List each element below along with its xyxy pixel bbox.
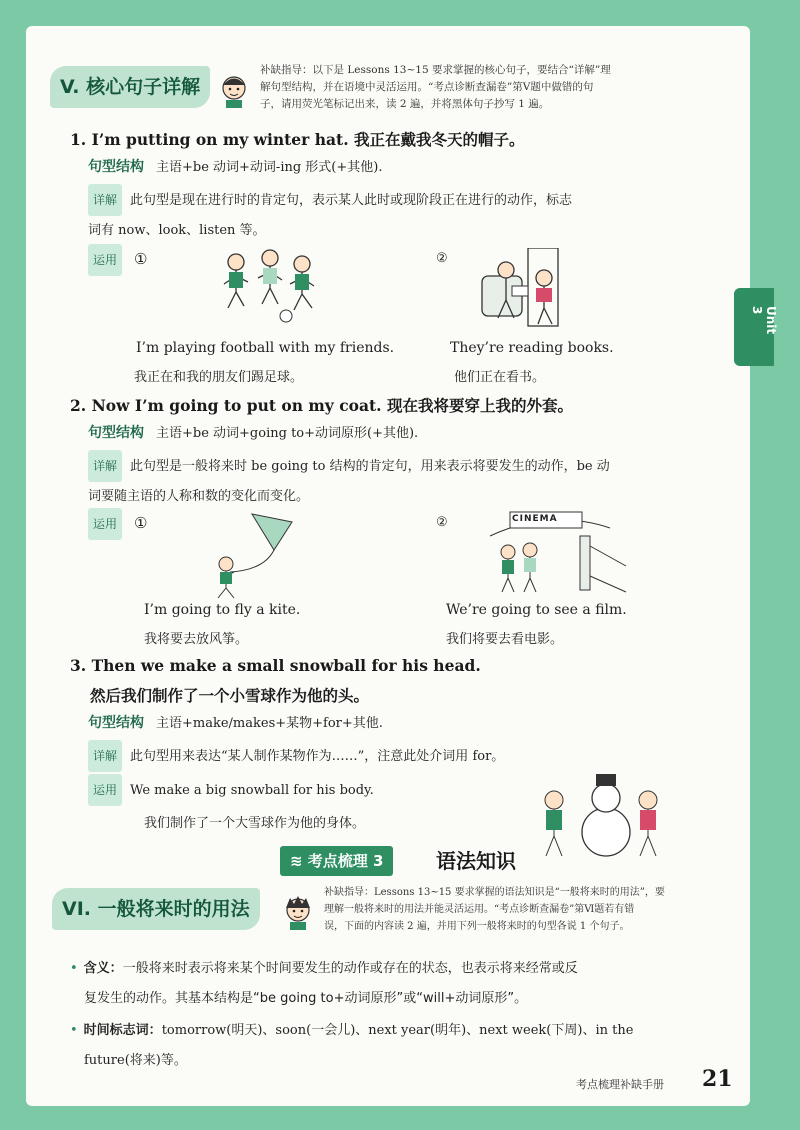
item1-explain [88,184,728,246]
kids-football-illustration [214,246,334,324]
page-number: 21 [702,1066,733,1092]
example-number: ② [436,251,448,266]
example-chinese: 我们将要去看电影。 [446,632,564,647]
topic-banner-label: ≋ 考点梳理 3 [280,846,393,876]
kids-reading-illustration [476,248,576,328]
explain-text: 词要随主语的人称和数的变化而变化。 [88,489,310,504]
example-english: We make a big snowball for his body. [130,783,374,798]
footer-text: 考点梳理补缺手册 [576,1078,664,1091]
student-mascot-icon [214,70,254,110]
example-chinese: 我将要去放风筝。 [144,632,249,647]
item2-heading: 2. Now I’m going to put on my coat. 现在我将要穿上我的外套。 [70,396,573,415]
structure-text: 主语+be 动词+going to+动词原形(+其他). [156,426,419,441]
explain-text: 此句型用来表达“某人制作某物作为……”，注意此处介词用 for。 [130,749,505,764]
unit-tab-label: Unit 3 [750,306,778,335]
meaning-text: 复发生的动作。其基本结构是“be going to+动词原形”或“will+动词原形”。 [84,991,528,1006]
structure-text: 主语+make/makes+某物+for+其他. [156,716,383,731]
item2-use [88,508,147,540]
meaning-text: 一般将来时表示将来某个时间要发生的动作或存在的状态，也表示将来经常或反 [122,961,578,976]
section5-title: V. 核心句子详解 [50,66,210,108]
item3-heading: 3. Then we make a small snowball for his head. [70,656,481,675]
item3-use [88,774,374,806]
section6-guide-line: 补缺指导：Lessons 13~15 要求掌握的语法知识是“一般将来时的用法”，要 [324,887,665,898]
explain-text: 词有 now、look、listen 等。 [88,223,266,238]
use-label: 运用 [88,244,122,276]
time-words-text: future(将来)等。 [84,1053,187,1068]
example-number: ① [134,250,148,268]
example-chinese: 我正在和我的朋友们踢足球。 [134,370,304,385]
item1-use [88,244,147,276]
cinema-sign: CINEMA [512,514,558,524]
section5-guide-line: 补缺指导：以下是 Lessons 13~15 要求掌握的核心句子，要结合“详解”理 [260,64,611,76]
item3-structure [88,708,383,739]
explain-label: 详解 [88,450,122,482]
section5-guide-line: 解句型结构，并在语境中灵活运用。“考点诊断查漏卷”第Ⅴ题中做错的句 [260,81,594,93]
example-english: We’re going to see a film. [446,602,627,618]
section6-guide-line: 误，下面的内容读 2 遍，并用下列一般将来时的句型各说 1 个句子。 [324,921,630,932]
example-english: They’re reading books. [450,340,614,356]
example-chinese: 我们制作了一个大雪球作为他的身体。 [144,816,366,831]
bullet-icon: • [70,1023,78,1038]
kite-illustration [204,510,304,600]
example-number: ② [436,515,448,530]
topic-banner-title: 语法知识 [436,849,516,873]
explain-label: 详解 [88,184,122,216]
section5-guide-line: 子，请用荧光笔标记出来，读 2 遍，并将黑体句子抄写 1 遍。 [260,98,550,110]
structure-label: 句型结构 [88,425,144,441]
structure-label: 句型结构 [88,159,144,175]
section6-title: VI. 一般将来时的用法 [52,888,260,930]
explain-text: 此句型是一般将来时 be going to 结构的肯定句，用来表示将要发生的动作，be 动 [130,459,610,474]
snowman-illustration [530,770,680,860]
item1-heading: 1. I’m putting on my winter hat. 我正在戴我冬天的帽子。 [70,130,525,149]
example-chinese: 他们正在看书。 [454,370,546,385]
example-english: I’m going to fly a kite. [144,602,301,618]
item3-heading-chinese: 然后我们制作了一个小雪球作为他的头。 [90,686,370,705]
meaning-block [70,954,730,1014]
example-number: ① [134,514,148,532]
item2-explain [88,450,728,512]
unit-tab [734,288,778,366]
time-words-text: tomorrow(明天)、soon(一会儿)、next year(明年)、next week(下周)、in the [161,1023,634,1038]
structure-label: 句型结构 [88,715,144,731]
explain-label: 详解 [88,740,122,772]
meaning-label: 含义： [83,961,123,976]
item1-structure [88,152,382,183]
item2-structure [88,418,418,449]
student-mascot-icon [278,892,318,932]
structure-text: 主语+be 动词+动词-ing 形式(+其他). [156,160,383,175]
example-english: I’m playing football with my friends. [136,340,395,356]
item3-explain [88,740,504,772]
time-words-label: 时间标志词： [83,1023,162,1038]
section6-guide-line: 理解一般将来时的用法并能灵活运用。“考点诊断查漏卷”第Ⅵ题若有错 [324,904,635,915]
use-label: 运用 [88,508,122,540]
explain-text: 此句型是现在进行时的肯定句，表示某人此时或现阶段正在进行的动作，标志 [130,193,573,208]
use-label: 运用 [88,774,122,806]
time-words-block [70,1016,730,1076]
bullet-icon: • [70,961,78,976]
page [26,26,750,1106]
